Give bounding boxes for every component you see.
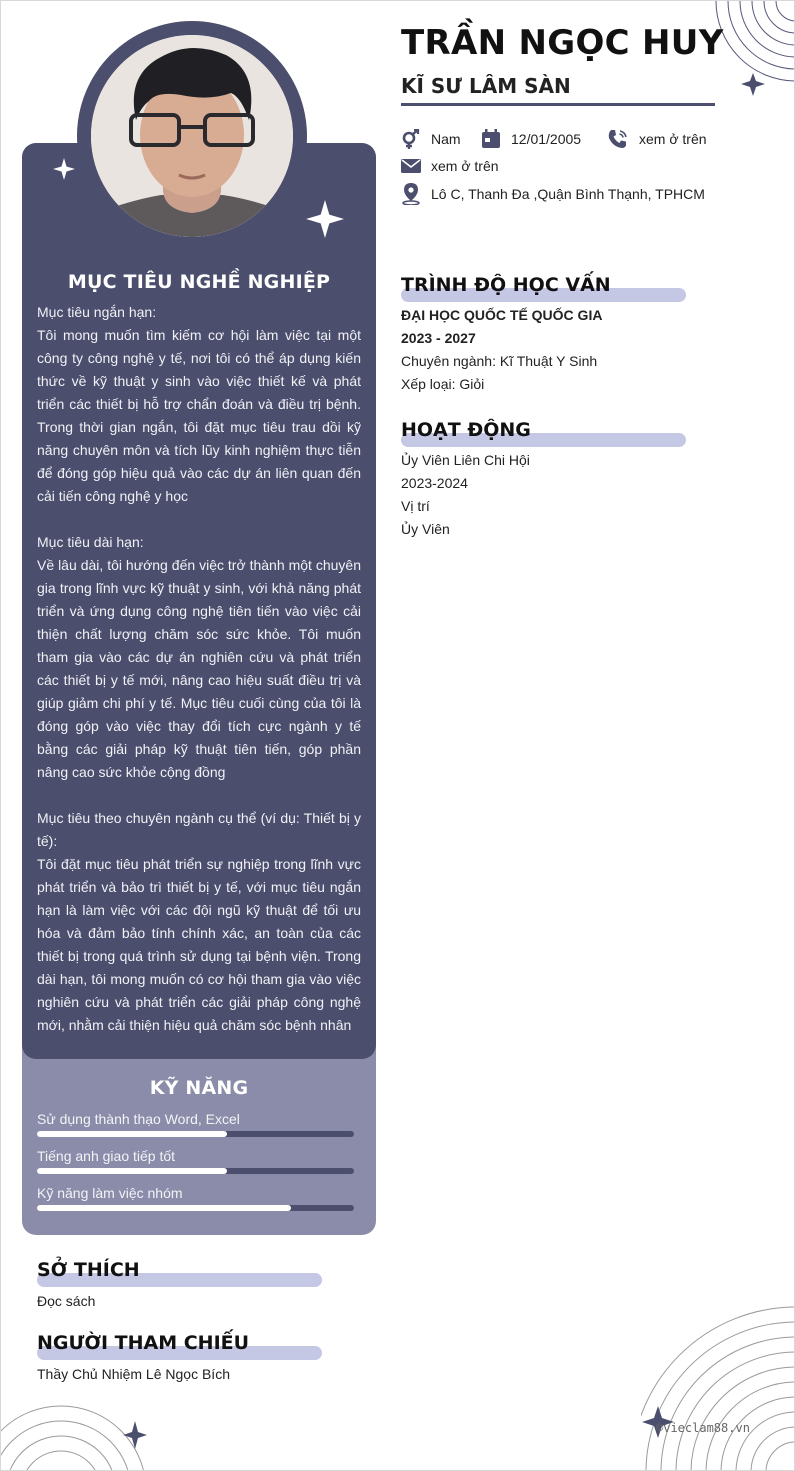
references-title: NGƯỜI THAM CHIẾU [37,1332,250,1354]
specific-text: Tôi đặt mục tiêu phát triển sự nghiệp trong lĩnh vực phát triển và bảo trì thiết bị y tế, với mục tiêu ngắn hạn là làm việc với các đội ngũ kỹ thuật để tối ưu hóa và đảm bảo tính chính xác, an toàn của các thiết bị trong quá trình sử dụng tại bệnh viện. Trong dài hạn, tôi mong muốn có cơ hội tham gia vào việc nghiên cứu và phát triển các giải pháp công nghệ mới, nhằm cải thiện hiệu quả chăm sóc bệnh nhân [37,856,361,1033]
email-value: xem ở trên [431,158,499,174]
skill-label: Kỹ năng làm việc nhóm [37,1185,183,1201]
activity-position-label: Vị trí [401,498,430,514]
activities-title: HOẠT ĐỘNG [401,419,531,441]
short-term-label: Mục tiêu ngắn hạn: [37,304,157,320]
specific-label: Mục tiêu theo chuyên ngành cụ thể (ví dụ: Thiết bị y tế): [37,810,361,849]
skill-bar [37,1168,354,1174]
birthday-info [481,129,581,149]
activity-org: Ủy Viên Liên Chi Hội [401,452,530,468]
phone-value: xem ở trên [639,131,707,147]
references-heading [37,1332,327,1362]
skills-title: KỸ NĂNG [149,1077,249,1099]
gender-icon [401,129,421,149]
skills-list [37,1109,355,1220]
location-pin-icon [401,183,421,205]
hobbies-heading [37,1259,327,1289]
skill-bar-fill [37,1131,227,1137]
skill-item [37,1146,355,1183]
education-title: TRÌNH ĐỘ HỌC VẤN [401,274,611,296]
hobbies-title: SỞ THÍCH [37,1259,140,1281]
email-info [401,156,499,176]
skill-bar [37,1131,354,1137]
candidate-name: TRẦN NGỌC HUY [401,23,724,63]
education-major: Chuyên ngành: Kĩ Thuật Y Sinh [401,353,598,369]
skill-bar-fill [37,1205,291,1211]
rings-decoration-bottom-right [641,1296,795,1471]
sparkle-icon [306,200,344,238]
education-heading [401,274,691,304]
long-term-label: Mục tiêu dài hạn: [37,534,144,550]
phone-info [607,129,707,149]
skill-bar [37,1205,354,1211]
school-name: ĐẠI HỌC QUỐC TẾ QUỐC GIA [401,307,603,323]
calendar-icon [481,129,501,149]
title-underline [401,103,715,106]
skill-bar-fill [37,1168,227,1174]
gender-info [401,129,461,149]
skill-label: Tiếng anh giao tiếp tốt [37,1148,176,1164]
skill-item [37,1109,355,1146]
activity-years: 2023-2024 [401,475,468,491]
address-value: Lô C, Thanh Đa ,Quận Bình Thạnh, TPHCM [431,186,705,202]
gender-value: Nam [431,131,461,147]
skill-label: Sử dụng thành thạo Word, Excel [37,1111,240,1127]
activities-heading [401,419,691,449]
phone-icon [607,129,629,149]
education-rank: Xếp loại: Giỏi [401,376,485,392]
sparkle-icon [53,158,75,180]
mail-icon [401,156,421,176]
rings-decoration-bottom-left [1,1396,161,1471]
birthday-value: 12/01/2005 [511,131,582,147]
objective-title: MỤC TIÊU NGHỀ NGHIỆP [67,271,331,293]
short-term-text: Tôi mong muốn tìm kiếm cơ hội làm việc tại một công ty công nghệ y tế, nơi tôi có thể áp dụng kiến thức về kỹ thuật y sinh vào việc thiết kế và phát triển các thiết bị hỗ trợ chẩn đoán và điều trị bệnh. Trong thời gian ngắn, tôi đặt mục tiêu trau dồi kỹ năng chuyên môn và tích lũy kinh nghiệm thực tiễn để đóng góp hiệu quả vào các dự án liên quan đến cải tiến công nghệ y học [37,327,361,504]
education-years: 2023 - 2027 [401,330,476,346]
long-term-text: Về lâu dài, tôi hướng đến việc trở thành một chuyên gia trong lĩnh vực kỹ thuật y sinh, với khả năng phát triển và ứng dụng công nghệ tiên tiến vào việc cải thiện chất lượng chăm sóc sức khỏe. Tôi muốn tham gia vào các dự án nghiên cứu và phát triển các thiết bị y tế mới, nâng cao hiệu suất điều trị và giúp giảm chi phí y tế. Mục tiêu cuối cùng của tôi là đóng góp vào việc thay đổi tích cực ngành y tế bằng các giải pháp kỹ thuật tiên tiến, góp phần nâng cao sức khỏe cộng đồng [37,557,361,780]
references-text: Thầy Chủ Nhiệm Lê Ngọc Bích [37,1366,230,1382]
skill-item [37,1183,355,1220]
portrait-image [91,35,293,237]
avatar [91,35,293,237]
hobbies-text: Đọc sách [37,1293,96,1309]
job-title: KĨ SƯ LÂM SÀN [401,74,571,98]
activity-position: Ủy Viên [401,521,450,537]
objective-text [37,301,361,1037]
watermark: ©vieclam88.vn [656,1421,750,1435]
address-info [401,183,705,205]
